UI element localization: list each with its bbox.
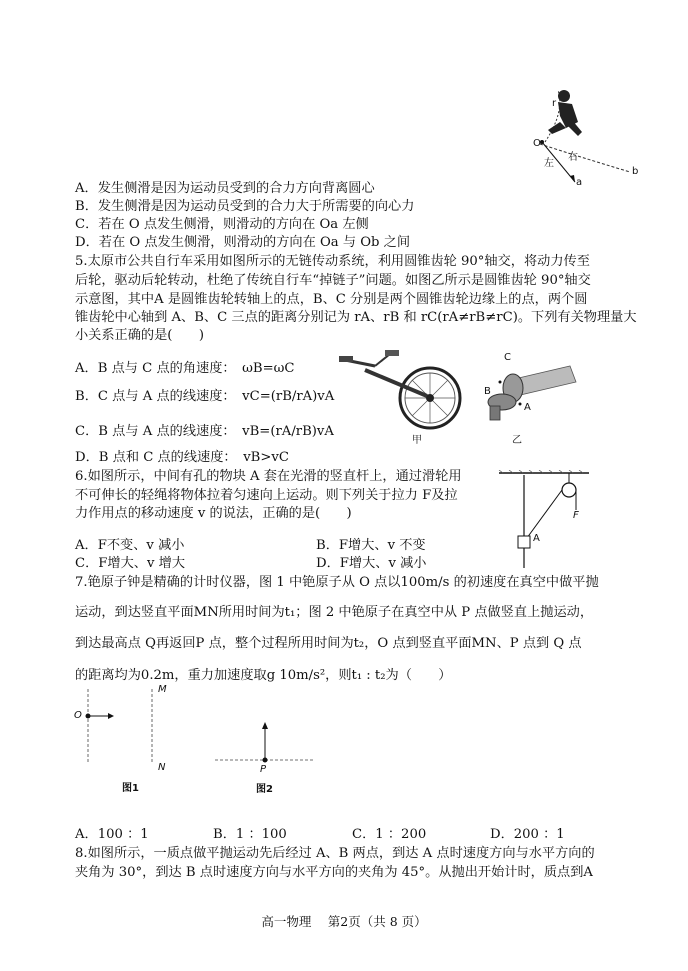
q7-option-d: D．200 ：1 (490, 827, 565, 842)
q7-fig2-caption: 图2 (256, 784, 273, 795)
pulley-figure (497, 470, 592, 570)
q7-stem-2: 运动，到达竖直平面MN所用时间为t₁；图 2 中铯原子在真空中从 P 点做竖直上抛运动， (75, 605, 594, 620)
fig-jia-label: 甲 (412, 435, 422, 446)
pulley-label-f: F (573, 510, 579, 521)
q4-option-b: B．发生侧滑是因为运动员受到的合力大于所需要的向心力 (75, 199, 415, 214)
q5-option-c: C．B 点与 A 点的线速度： vB=(rA/rB)vA (75, 424, 334, 439)
gear-label-a: A (524, 402, 531, 413)
q7-stem-3: 到达最高点 Q再返回P 点，整个过程所用时间为t₂，O 点到竖直平面MN、P 点到 Q 点 (75, 636, 582, 651)
page-footer: 高一物理 第2页（共 8 页） (261, 914, 427, 929)
q6-option-a: A．F不变、v 减小 (75, 538, 185, 553)
q7-option-a: A．100 ：1 (75, 827, 149, 842)
gear-label-c: C (504, 352, 511, 363)
q8-stem-1: 8.如图所示，一质点做平抛运动先后经过 A、B 两点，到达 A 点时速度方向与水平方向的 (75, 846, 595, 861)
q7-option-c: C．1 ：200 (352, 827, 427, 842)
q7-label-o: O (74, 710, 82, 721)
q4-option-a: A．发生侧滑是因为运动员受到的合力方向背离圆心 (75, 181, 375, 196)
bevel-gear-figure (480, 352, 580, 427)
label-left: 左 (544, 158, 554, 169)
q6-stem-1: 6.如图所示，中间有孔的物块 A 套在光滑的竖直杆上，通过滑轮用 (75, 469, 462, 484)
q5-stem-4: 锥齿轮中心轴到 A、B、C 三点的距离分别记为 rA、rB 和 rC(rA≠rB≠rC)。下列有关物理量大 (75, 310, 637, 325)
q6-stem-2: 不可伸长的轻绳将物体拉着匀速向上运动。则下列关于拉力 F及拉 (75, 488, 458, 503)
q4-option-d: D．若在 O 点发生侧滑，则滑动的方向在 Oa 与 Ob 之间 (75, 235, 411, 250)
q5-stem-2: 后轮，驱动后轮转动，杜绝了传统自行车“掉链子”问题。如图乙所示是圆锥齿轮 90°轴交 (75, 273, 591, 288)
q5-option-b: B．C 点与 A 点的线速度： vC=(rB/rA)vA (75, 389, 335, 404)
q7-label-n: N (158, 762, 166, 773)
q7-label-m: M (158, 684, 167, 695)
q5-stem-1: 5.太原市公共自行车采用如图所示的无链传动系统，利用圆锥齿轮 90°轴交，将动力传至 (75, 254, 590, 269)
q7-stem-1: 7.铯原子钟是精确的计时仪器，图 1 中铯原子从 O 点以100m/s 的初速度在真空中做平抛 (75, 575, 599, 590)
gear-label-b: B (484, 386, 491, 397)
q7-option-b: B．1 ：100 (213, 827, 287, 842)
label-o: O (533, 138, 541, 149)
bicycle-figure (335, 350, 465, 445)
q8-stem-2: 夹角为 30°，到达 B 点时速度方向与水平方向的夹角为 45°。从抛出开始计时，质点到A (75, 865, 593, 880)
label-b: b (632, 166, 639, 177)
q5-stem-3: 示意图，其中A 是圆锥齿轮转轴上的点，B、C 分别是两个圆锥齿轮边缘上的点，两个圆 (75, 292, 588, 307)
q6-option-d: D．F增大、v 减小 (316, 556, 427, 571)
pulley-label-a: A (533, 533, 540, 544)
label-right: 右 (568, 152, 578, 163)
q5-stem-5: 小关系正确的是( ) (75, 328, 204, 343)
q7-label-p: P (260, 764, 267, 775)
q5-option-d: D．B 点和 C 点的线速度： vB>vC (75, 450, 289, 465)
fig-yi-label: 乙 (512, 435, 522, 446)
q7-figure-1 (70, 684, 200, 794)
q5-option-a: A．B 点与 C 点的角速度： ωB=ωC (75, 361, 295, 376)
q7-fig1-caption: 图1 (122, 783, 139, 794)
q4-option-c: C．若在 O 点发生侧滑，则滑动的方向在 Oa 左侧 (75, 217, 369, 232)
label-a: a (576, 177, 583, 188)
q6-stem-3: 力作用点的移动速度 v 的说法，正确的是( ) (75, 506, 352, 521)
label-r: r (552, 98, 557, 109)
q7-stem-4: 的距离均为0.2m，重力加速度取g 10m/s²，则t₁ : t₂为（ ） (75, 668, 452, 683)
q6-option-c: C．F增大、v 增大 (75, 556, 186, 571)
q6-option-b: B．F增大、v 不变 (316, 538, 426, 553)
q7-figure-2 (210, 710, 320, 795)
skier-figure (520, 82, 645, 187)
